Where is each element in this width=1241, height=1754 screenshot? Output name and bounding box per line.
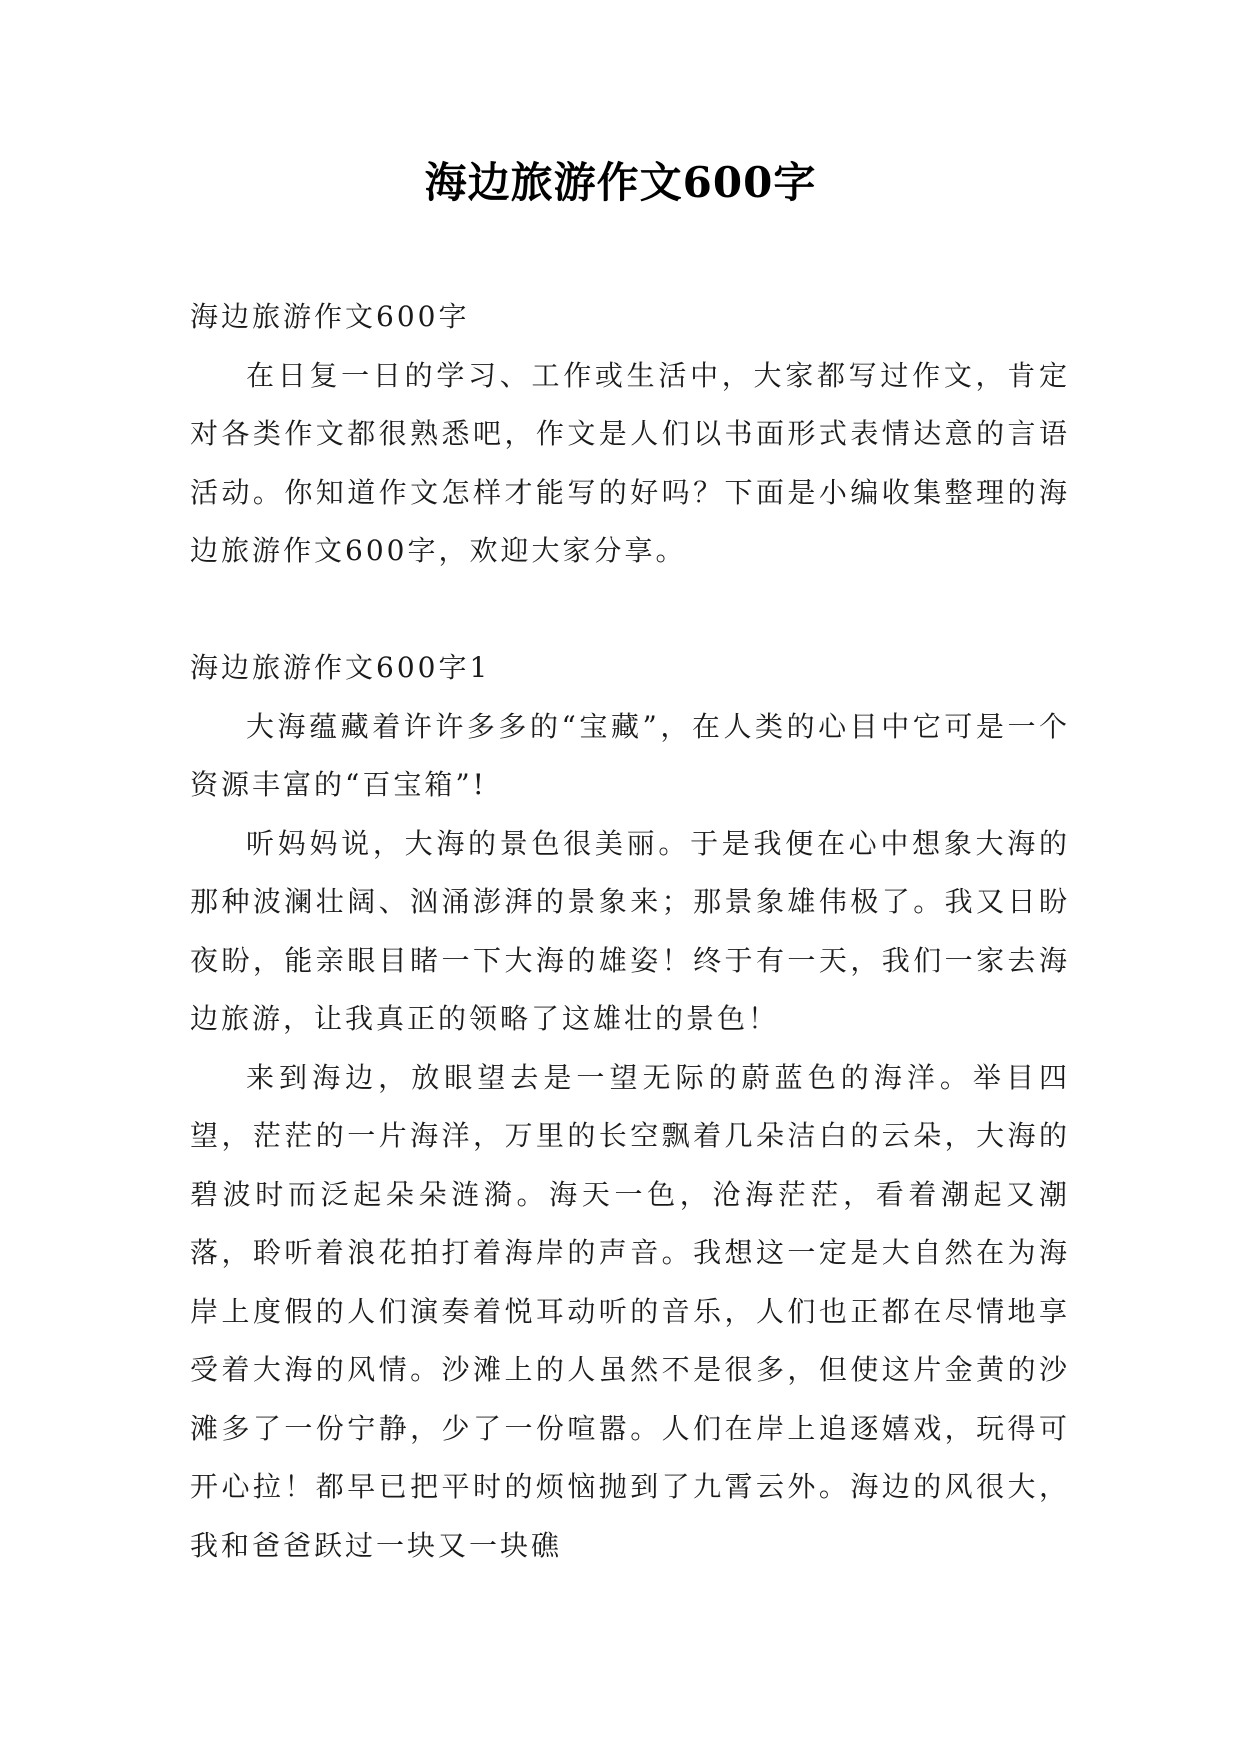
body-paragraph: 听妈妈说，大海的景色很美丽。于是我便在心中想象大海的那种波澜壮阔、汹涌澎湃的景象来；那景象雄伟极了。我又日盼夜盼，能亲眼目睹一下大海的雄姿！终于有一天，我们一家去海边旅游，让我真正的领略了这雄壮的景色！: [190, 826, 1070, 1035]
section-heading: 海边旅游作文600字1: [190, 651, 491, 684]
document-title: 海边旅游作文600字: [424, 158, 817, 207]
body-paragraph: 来到海边，放眼望去是一望无际的蔚蓝色的海洋。举目四望，茫茫的一片海洋，万里的长空飘着几朵洁白的云朵，大海的碧波时而泛起朵朵涟漪。海天一色，沧海茫茫，看着潮起又潮落，聆听着浪花拍打着海岸的声音。我想这一定是大自然在为海岸上度假的人们演奏着悦耳动听的音乐，人们也正都在尽情地享受着大海的风情。沙滩上的人虽然不是很多，但使这片金黄的沙滩多了一份宁静，少了一份喧嚣。人们在岸上追逐嬉戏，玩得可开心拉！都早已把平时的烦恼抛到了九霄云外。海边的风很大，我和爸爸跃过一块又一块礁: [190, 1060, 1070, 1562]
document-body: [190, 288, 1070, 1575]
body-paragraph: 大海蕴藏着许许多多的“宝藏”，在人类的心目中它可是一个资源丰富的“百宝箱”!: [190, 709, 1070, 801]
intro-paragraph: 在日复一日的学习、工作或生活中，大家都写过作文，肯定对各类作文都很熟悉吧，作文是人们以书面形式表情达意的言语活动。你知道作文怎样才能写的好吗？下面是小编收集整理的海边旅游作文600字，欢迎大家分享。: [190, 358, 1070, 567]
section-spacer: [190, 581, 1070, 640]
intro-heading: 海边旅游作文600字: [190, 300, 470, 333]
